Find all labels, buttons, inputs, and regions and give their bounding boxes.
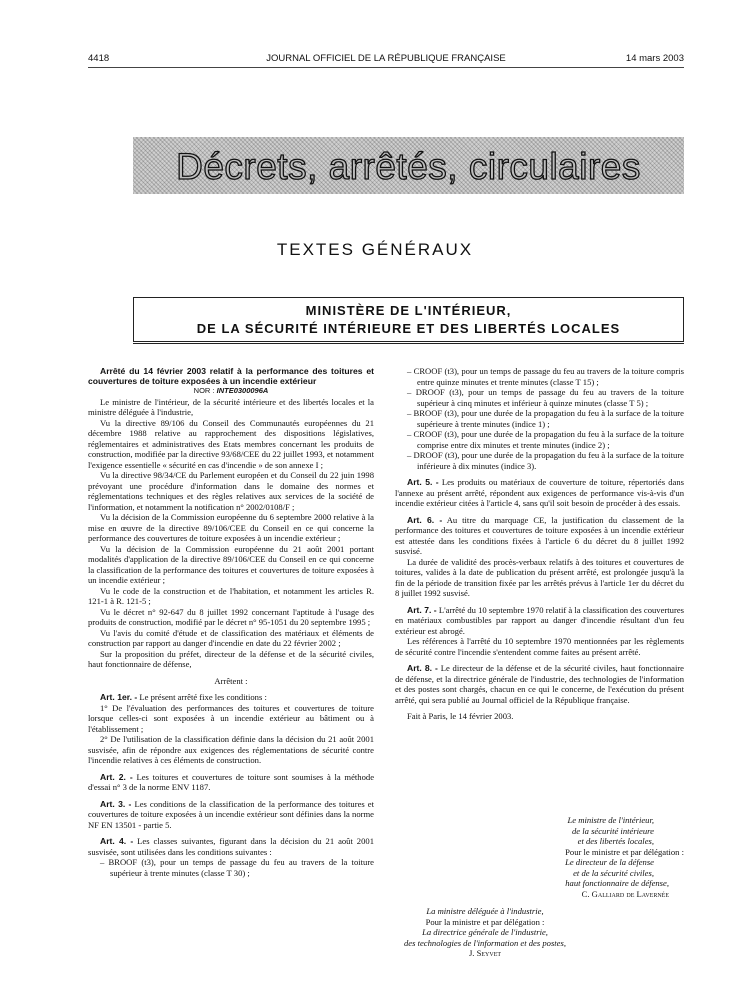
signatory-name: J. Seyvet [468, 948, 502, 958]
ministry-line-1: MINISTÈRE DE L'INTÉRIEUR, [305, 303, 512, 318]
signature-line: de la sécurité intérieure [571, 825, 654, 836]
signature-block-minister [395, 815, 684, 899]
signature-line: Le ministre de l'intérieur, [567, 815, 654, 825]
paragraph: Sur la proposition du préfet, directeur de la défense et de la sécurité civiles, haut fonctionnaire de défense, [88, 648, 374, 669]
paragraph: Les références à l'arrêté du 10 septembre 1970 mentionnées par les règlements de sécurité contre l'incendie s'entendent comme faites au présent arrêté. [395, 636, 684, 657]
signature-line: La ministre déléguée à l'industrie, [426, 906, 544, 916]
list-item: – CROOF (t3), pour une durée de la propagation du feu à la surface de la toiture comprise entre dix minutes et trente minutes (indice 2) ; [407, 429, 684, 450]
article-text: Les toitures et couvertures de toiture sont soumises à la méthode d'essai n° 3 de la norme ENV 1187. [88, 771, 375, 792]
signature-line: des technologies de l'information et des postes, [404, 937, 566, 948]
article-6 [395, 515, 684, 557]
article-text: L'arrêté du 10 septembre 1970 relatif à la classification des couvertures en matériaux combustibles par rapport au danger d'incendie résultant d'un feu extérieur est abrogé. [395, 604, 684, 636]
decree-title: Arrêté du 14 février 2003 relatif à la performance des toitures et couvertures de toiture exposées à un incendie extérieur [88, 366, 374, 386]
paragraph: Vu la directive 98/34/CE du Parlement européen et du Conseil du 22 juin 1998 prévoyant une procédure d'information dans le domaine des normes et réglementations techniques et des règles relatives aux services de la société de l'information, et notamment la notification n° 2002/0108/F ; [88, 470, 374, 512]
article-4 [88, 836, 374, 857]
paragraph: Vu la décision de la Commission européenne du 21 août 2001 portant modalités d'application de la directive 89/106/CEE du Conseil en ce qui concerne la classification de la performance des toitures et couvertures de toiture exposées à un incendie extérieur ; [88, 543, 374, 585]
banner-title: Décrets, arrêtés, circulaires [176, 146, 641, 187]
page-number: 4418 [88, 53, 110, 64]
section-banner [133, 137, 684, 194]
article-text: Les classes suivantes, figurant dans la décision du 21 août 2001 susvisée, sont utilisées dans les conditions suivantes : [88, 836, 374, 857]
page-header [88, 53, 684, 67]
paragraph: La durée de validité des procès-verbaux relatifs à des toitures et couvertures de toitures, valides à la date de publication du présent arrêté, est prolongée jusqu'à la fin de la période de transition fixée par les arrêtés prévus à l'article 1er du décret du 8 juillet 1992 susvisé. [395, 556, 684, 598]
nor-value: INTE0300096A [216, 386, 269, 395]
paragraph: Vu le code de la construction et de l'habitation, et notamment les articles R. 121-1 à R. 121-5 ; [88, 585, 374, 606]
article-label: Art. 3. - [100, 798, 132, 809]
paragraph: Vu le décret n° 92-647 du 8 juillet 1992 concernant l'aptitude à l'usage des produits de construction, modifié par le décret n° 95-1051 du 20 septembre 1995 ; [88, 606, 374, 627]
article-label: Art. 4. - [100, 836, 134, 846]
section-title: TEXTES GÉNÉRAUX [276, 240, 474, 259]
article-8 [395, 663, 684, 705]
list-item: – BROOF (t3), pour un temps de passage du feu au travers de la toiture supérieur à trente minutes (classe T 30) ; [100, 857, 374, 878]
ministry-box-shadow-rule [133, 343, 684, 344]
signature-line: Le directeur de la défense [565, 857, 654, 867]
signature-line: haut fonctionnaire de défense, [565, 878, 669, 888]
arretent-heading: Arrêtent : [214, 675, 248, 686]
header-rule [88, 67, 684, 68]
list-item: – CROOF (t3), pour un temps de passage du feu au travers de la toiture compris entre quinze minutes et trente minutes (classe T 15) ; [407, 366, 684, 387]
article-7 [395, 605, 684, 637]
nor-label: NOR : [193, 386, 215, 395]
issue-date: 14 mars 2003 [625, 53, 684, 64]
article-text: Le présent arrêté fixe les conditions : [139, 692, 267, 702]
list-item: – BROOF (t3), pour une durée de la propagation du feu à la surface de la toiture supérieure à trente minutes (indice 1) ; [407, 408, 684, 429]
fait-a-paris: Fait à Paris, le 14 février 2003. [407, 711, 514, 721]
paragraph: Vu la décision de la Commission européenne du 6 septembre 2000 relative à la mise en œuvre de la directive 89/106/CEE du Conseil en ce qui concerne la performance des couvertures de toiture exposées à un incendie extérieur ; [88, 512, 374, 543]
signature-line: et des libertés locales, [577, 836, 654, 846]
article-label: Art. 6. - [407, 514, 443, 525]
article-1 [88, 692, 374, 703]
article-text: Les produits ou matériaux de couverture de toiture, répertoriés dans l'annexe au présent arrêté, répondent aux exigences de performance vis-à-vis d'un incendie extérieur citées à l'article 4, sans qu'il soit besoin de procéder à des essais. [395, 477, 685, 508]
right-column [395, 366, 684, 722]
ministry-line-2: DE LA SÉCURITÉ INTÉRIEURE ET DES LIBERTÉS LOCALES [196, 321, 621, 336]
signature-line: Pour le ministre et par délégation : [565, 846, 684, 857]
paragraph: Vu l'avis du comité d'étude et de classification des matériaux et éléments de construction par rapport au danger d'incendie en date du 22 février 2002 ; [88, 627, 374, 648]
paragraph: Le ministre de l'intérieur, de la sécurité intérieure et des libertés locales et la ministre déléguée à l'industrie, [88, 396, 374, 417]
list-item: – DROOF (t3), pour un temps de passage du feu au travers de la toiture supérieur à cinq minutes et inférieur à quinze minutes (classe T 5) ; [407, 387, 684, 408]
paragraph: 1° De l'évaluation des performances des toitures et couvertures de toiture lorsque celles-ci sont exposées à un incendie extérieur au bâtiment ou à l'établissement ; [88, 702, 374, 734]
left-column [88, 366, 374, 878]
article-text: Les conditions de la classification de la performance des toitures et couvertures de toiture exposées à un incendie extérieur sont définies dans la norme NF EN 13501 - partie 5. [88, 798, 374, 830]
list-item: – DROOF (t3), pour une durée de la propagation du feu à la surface de la toiture inférieure à dix minutes (indice 3). [407, 450, 684, 471]
article-label: Art. 7. - [407, 604, 437, 615]
signature-line: Pour la ministre et par délégation : [425, 916, 545, 927]
ministry-box [133, 297, 684, 342]
article-label: Art. 5. - [407, 477, 439, 487]
signature-line: La directrice générale de l'industrie, [422, 927, 548, 937]
signature-line: et de la sécurité civiles, [573, 867, 654, 878]
article-label: Art. 8. - [407, 663, 438, 673]
article-5 [395, 477, 684, 509]
nor-reference [88, 386, 374, 397]
article-text: Au titre du marquage CE, la justification du classement de la performance des toitures et couvertures de toiture exposées à un incendie extérieur est attestée dans les conditions fixées à l'article 6 du décret du 8 juillet 1992 susvisé. [395, 514, 685, 556]
article-label: Art. 1er. - [100, 692, 138, 702]
article-text: Le directeur de la défense et de la sécurité civiles, haut fonctionnaire de défense, et la directrice générale de l'industrie, des technologies de l'information et des postes sont chargés, chacun en ce qui le concerne, de l'exécution du présent arrêté, qui sera publié au Journal officiel de la République française. [395, 663, 685, 705]
paragraph: 2° De l'utilisation de la classification définie dans la décision du 21 août 2001 susvisée, afin de répondre aux exigences des réglementations de sécurité contre l'incendie relatives à ces éléments de construction. [88, 734, 374, 765]
article-3 [88, 799, 374, 831]
journal-title: JOURNAL OFFICIEL DE LA RÉPUBLIQUE FRANÇAISE [266, 53, 506, 64]
signatory-name: C. Galliard de Lavernée [581, 888, 669, 899]
signature-block-minister-delegate [380, 906, 590, 959]
article-label: Art. 2. - [100, 771, 133, 782]
paragraph: Vu la directive 89/106 du Conseil des Communautés européennes du 21 décembre 1988 relative au rapprochement des dispositions législatives, réglementaires et administratives des Etats membres concernant les produits de construction, modifiée par la directive 93/68/CEE du 22 juillet 1993, et notamment l'exigence essentielle « sécurité en cas d'incendie » de son annexe I ; [88, 417, 374, 470]
article-2 [88, 772, 374, 793]
